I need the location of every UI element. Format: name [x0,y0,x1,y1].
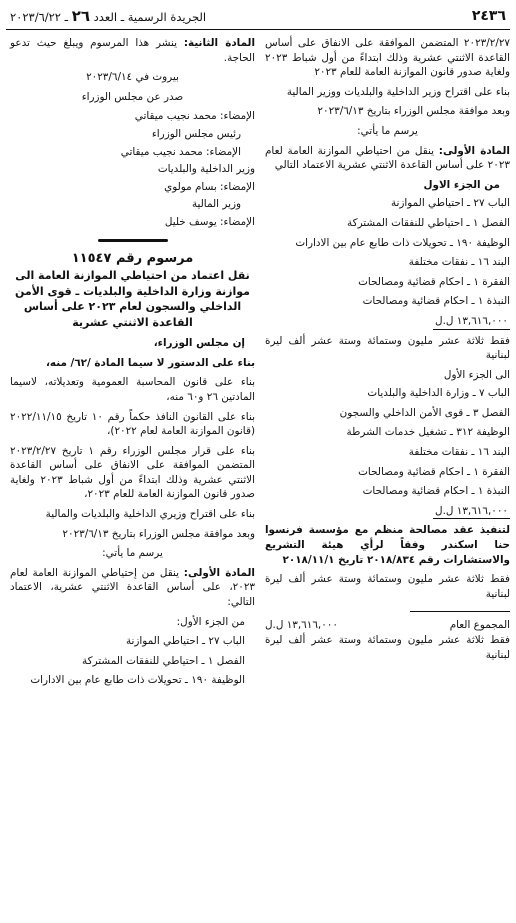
divider-bar [98,239,168,242]
paragraph-continued: ٢٠٢٣/٢/٢٧ المتضمن الموافقة على الانفاق على أساس القاعدة الاثنتي عشرية وذلك ابتداءً من أول شباط ٢٠٢٣ ولغاية صدور قانون الموازنة العامة للعام ٢٠٢٣ [265,37,510,79]
from-line: الوظيفة ١٩٠ ـ تحويلات ذات طابع عام بين الادارات [295,236,510,249]
basis-constitution: بناء على الدستور لا سيما المادة /٦٢/ منه، [45,356,255,369]
article-one [265,144,510,173]
decrees-line: يرسم ما يأتي: [357,124,418,137]
from-line: الفصل ١ ـ احتياطي للنفقات المشتركة [82,654,245,667]
pm-title: رئيس مجلس الوزراء [151,127,241,140]
total-label: المجموع العام [449,619,510,632]
interior-minister-title: وزير الداخلية والبلديات [157,163,255,176]
decree-title: مرسوم رقم ١١٥٤٧ [71,250,194,266]
issue-number: ٢٦ [71,7,90,25]
decree-subtitle: نقل اعتماد من احتياطي الموازنة العامة الى موازنة وزارة الداخلية والبلديات ـ قوى الأمن الداخلي والسجون لعام ٢٠٢٣ على أساس القاعدة الاثنتي عشرية [15,269,250,329]
from-line: الفقرة ١ ـ احكام قضائية ومصالحات [358,275,510,288]
basis-proposal: بناء على اقتراح وزيري الداخلية والبلديات والمالية [45,508,255,521]
columns [6,30,510,693]
total-amount: ١٣,٦١٦,٠٠٠ ل.ل [265,619,338,632]
amount-words: فقط ثلاثة عشر مليون وستمائة وستة عشر ألف ليرة لبنانية [265,573,510,600]
basis-cabinet-decision: بناء على قرار مجلس الوزراء رقم ١ تاريخ ٢٠٢٣/٢/٢٧ المتضمن الموافقة على الانفاق على أساس القاعدة الاثنتي عشرية وذلك ابتداءً من أول شباط ٢٠٢٣ ولغاية صدور قانون الموازنة العامة للعام ٢٠٢٣، [10,444,256,501]
total-rule [410,611,510,612]
from-line: الباب ٢٧ ـ احتياطي الموازنة [125,635,245,648]
from-line: النبذة ١ ـ احكام قضائية ومصالحات [362,295,510,308]
amount-value: ١٣,٦١٦,٠٠٠ ل.ل [433,314,510,330]
left-column [10,36,255,693]
to-line: البند ١٦ ـ نفقات مختلفة [408,446,510,459]
paragraph-proposal: بناء على اقتراح وزير الداخلية والبلديات ووزير المالية [286,85,510,98]
amount-row [265,314,510,330]
to-line: الفقرة ١ ـ احكام قضائية ومصالحات [358,465,510,478]
article-two [10,36,255,65]
basis-accounting-law: بناء على قانون المحاسبة العمومية وتعديلاته، لاسيما المادتين ٢٦ و٦٠ منه، [10,376,255,403]
basis-approval: وبعد موافقة مجلس الوزراء بتاريخ ٢٠٢٣/٦/١٣ [62,527,255,540]
from-line: الوظيفة ١٩٠ ـ تحويلات ذات طابع عام بين الادارات [30,674,245,687]
decrees-line: يرسم ما يأتي: [102,547,163,560]
section-divider [10,236,255,246]
total-row [265,618,510,633]
issued-by: صدر عن مجلس الوزراء [81,90,184,103]
to-line: الوظيفة ٣١٢ ـ تشغيل خدمات الشرطة [346,426,510,439]
article-one [10,566,255,610]
right-column [265,36,510,693]
page-header [6,6,510,30]
to-line: الفصل ٣ ـ قوى الأمن الداخلي والسجون [339,406,510,419]
issue-date: ـ ٢٠٢٣/٦/٢٢ [10,10,69,24]
running-head [10,7,206,25]
intro-line: إن مجلس الوزراء، [153,337,245,350]
signature-line: الإمضاء: محمد نجيب ميقاتي [120,145,241,158]
article-one-label: المادة الأولى: [438,144,510,157]
article-one-text: ينقل من احتياطي الموازنة العامة لعام ٢٠٢٣ على أساس القاعدة الاثنتي عشرية الاعتماد التالي [265,144,510,172]
from-part-heading: من الجزء الاول [423,178,500,191]
to-part-heading: الى الجزء الأول [443,368,510,381]
finance-minister-title: وزير المالية [191,198,241,211]
purpose-note: لتنفيذ عقد مصالحة منظم مع مؤسسة فرنسوا حنا اسكندر وفقاً لرأي هيئة التشريع والاستشارات رقم ٢٠١٨/٨٣٤ تاريخ ٢٠١٨/١١/١ [265,524,510,566]
article-two-label: المادة الثانية: [183,37,256,49]
to-line: الباب ٧ ـ وزارة الداخلية والبلديات [367,387,510,400]
signature-line: الإمضاء: محمد نجيب ميقاتي [134,110,255,123]
from-line: الفصل ١ ـ احتياطي للنفقات المشتركة [347,216,510,229]
from-line: البند ١٦ ـ نفقات مختلفة [408,256,510,269]
signature-line: الإمضاء: يوسف خليل [164,215,255,228]
basis-budget-law: بناء على القانون النافذ حكماً رقم ١٠ تاريخ ٢٠٢٢/١١/١٥ (قانون الموازنة العامة لعام ٢٠٢٢)، [10,410,255,438]
to-line: النبذة ١ ـ احكام قضائية ومصالحات [362,485,510,498]
amount-words: فقط ثلاثة عشر مليون وستمائة وستة عشر ألف ليرة لبنانية [265,334,510,362]
total-words: فقط ثلاثة عشر مليون وستمائة وستة عشر ألف ليرة لبنانية [265,634,510,661]
amount-value: ١٣,٦١٦,٠٠٠ ل.ل [433,504,510,520]
journal-name: الجريدة الرسمية ـ العدد [93,10,207,24]
article-two-text: ينشر هذا المرسوم ويبلغ حيث تدعو الحاجة. [10,37,255,64]
from-line: الباب ٢٧ ـ احتياطي الموازنة [390,197,510,210]
page-number: ٢٤٣٦ [471,8,506,24]
article-one-label: المادة الأولى: [183,566,255,579]
paragraph-approval: وبعد موافقة مجلس الوزراء بتاريخ ٢٠٢٣/٦/١٣ [317,105,510,118]
signature-line: الإمضاء: بسام مولوي [164,180,255,193]
place-date: بيروت في ٢٠٢٣/٦/١٤ [86,71,179,84]
article-one-text: ينقل من إحتياطي الموازنة العامة لعام ٢٠٢٣، على أساس القاعدة الاثنتي عشرية، الاعتماد التالي: [10,566,255,609]
amount-row [265,504,510,520]
from-part-heading: من الجزء الأول: [176,615,245,628]
